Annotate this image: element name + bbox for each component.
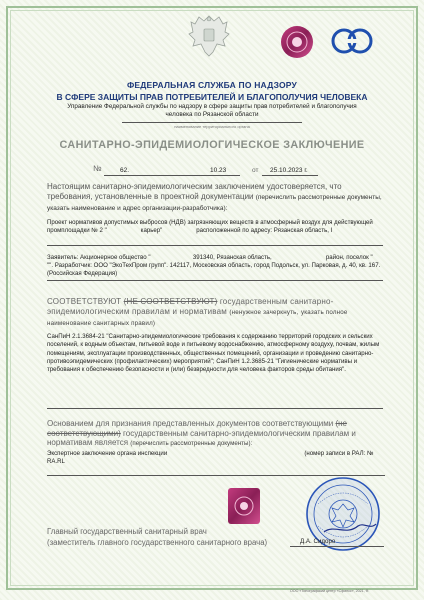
basis-lead: Основанием для признания представленных документов соответствующими: [47, 419, 336, 428]
applicant-description: Заявитель: Акционерное общество " 391340, Рязанская область, район, поселок " "". Разработчик: ООО "ЭкоТехПром групп". 142117, Московская область, город Подольск, ул. Парковая, д. 40, кв. 167.(Российская Федерация): [47, 254, 405, 278]
conformity-sub: указать полное наименование санитарных правил): [47, 309, 348, 327]
certify-text: Настоящим санитарно-эпидемиологическим заключением удостоверяется, что требования, установленные в проектной документации: [47, 182, 342, 201]
double-headed-eagle-emblem-icon: [187, 12, 231, 58]
number-value: 62.: [120, 167, 130, 174]
basis-sub: (перечислить рассмотренные документы):: [130, 440, 253, 448]
nonconformity-word: (НЕ СООТВЕТСТВУЮТ): [123, 297, 218, 306]
basis-strike: (не соответствующими): [47, 419, 347, 438]
project-underline: [47, 245, 383, 246]
printer-footer: ООО «Типографский центр «Сфинкс», 2021, Ф.: [290, 589, 370, 593]
basis-rest: государственным санитарно-эпидемиологическим правилам и нормативам является: [47, 428, 356, 448]
hologram-icon: [280, 22, 314, 62]
department-hint: наименование территориального органа: [174, 124, 250, 129]
applicant-underline: [47, 280, 383, 281]
agency-name-line1: ФЕДЕРАЛЬНАЯ СЛУЖБА ПО НАДЗОРУ: [126, 80, 298, 90]
se-logo-icon: [330, 26, 374, 56]
sanpin-underline: [47, 408, 383, 409]
agency-name-line2: В СФЕРЕ ЗАЩИТЫ ПРАВ ПОТРЕБИТЕЛЕЙ И БЛАГОПОЛУЧИЯ ЧЕЛОВЕКА: [56, 92, 368, 102]
date-label: от: [252, 167, 259, 174]
signature-underline: [290, 546, 384, 547]
basis-statement: [47, 419, 385, 449]
signature-block: [47, 527, 267, 548]
conformity-word: СООТВЕТСТВУЮТ: [47, 297, 122, 306]
department-name: Управление Федеральной службы по надзору в сфере защиты прав потребителей и благополучия человека по Рязанской области: [67, 103, 359, 118]
signature-title: Главный государственный санитарный врач: [47, 527, 207, 536]
expert-conclusion: Экспертное заключение органа инспекции (номер записи в РАЛ: № RA.RL: [47, 450, 376, 466]
signature-subtitle: (заместитель главного государственного санитарного врача): [47, 537, 268, 547]
signer-name: Д.А. Сидоро: [300, 538, 336, 545]
number-suffix: 10.23: [210, 167, 227, 174]
conformity-hint: (ненужное зачеркнуть,: [229, 309, 299, 316]
conformity-rest: государственным санитарно-эпидемиологическим правилам и нормативам: [47, 297, 334, 316]
date-value: 25.10.2023 г.: [270, 167, 308, 174]
number-underline: [104, 175, 240, 176]
hologram-icon: [226, 486, 262, 526]
department-underline: [122, 122, 302, 123]
sanpin-list: СанПиН 2.1.3684-21 "Санитарно-эпидемиологические требования к содержанию территорий городских и сельских поселений, к водным объектам, питьевой воде и питьевому водоснабжению, атмосферному воздуху, почвам, жилым помещениям, эксплуатации производственных, общественных помещений, организации и проведению санитарно- противоэпидемических (профилактических) мероприятий"; СанПиН 1.2.3685-21 "Гигиенические нормативы и требования к обеспечению безопасности и (или) безвредности для человека факторов среды обитания".: [47, 333, 381, 374]
document-title: САНИТАРНО-ЭПИДЕМИОЛОГИЧЕСКОЕ ЗАКЛЮЧЕНИЕ: [59, 139, 365, 151]
date-underline: [262, 175, 318, 176]
conformity-statement: [47, 297, 387, 329]
certify-hint: (перечислить рассмотренные документы, указать наименование и адрес организации-разработчика):: [47, 194, 382, 212]
certify-paragraph: [47, 182, 383, 214]
project-description: Проект нормативов допустимых выбросов (НДВ) загрязняющих веществ в атмосферный воздух для действующей промплощадки № 2 " карьер" расположенной по адресу: Рязанская область, I: [47, 219, 375, 235]
number-label: №: [93, 164, 102, 173]
